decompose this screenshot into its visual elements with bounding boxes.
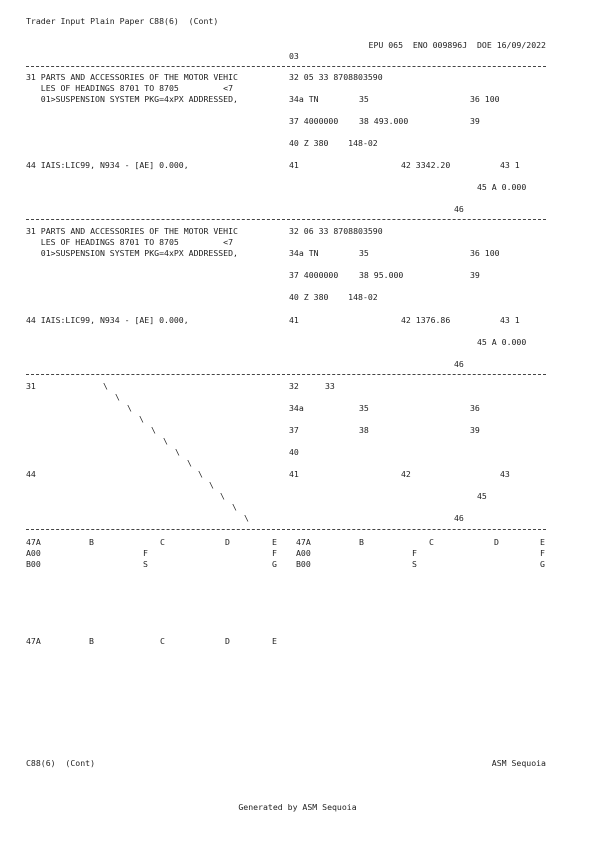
box-47-row-b00: B00 bbox=[26, 559, 41, 569]
box-34a: 34a bbox=[289, 403, 304, 413]
box-41: 41 bbox=[289, 469, 299, 479]
box-38: 38 493.000 bbox=[359, 116, 409, 126]
box-46: 46 bbox=[454, 359, 464, 369]
box-42: 42 bbox=[401, 469, 411, 479]
box-33: 33 bbox=[325, 381, 335, 391]
box-39: 39 bbox=[470, 425, 480, 435]
box-47g-label: G bbox=[540, 559, 545, 569]
box-47-row-b00: B00 bbox=[296, 559, 311, 569]
box-36: 36 100 bbox=[470, 94, 500, 104]
box-47b-label: B bbox=[89, 537, 94, 547]
box-39: 39 bbox=[470, 116, 480, 126]
box-32-33: 32 05 33 8708803590 bbox=[289, 72, 383, 82]
box-43: 43 1 bbox=[500, 160, 520, 170]
box-45: 45 A 0.000 bbox=[477, 337, 527, 347]
box-47a-label: 47A bbox=[26, 537, 41, 547]
box-35: 35 bbox=[359, 248, 369, 258]
box-39: 39 bbox=[470, 270, 480, 280]
cross-out-mark: \ bbox=[175, 447, 180, 457]
box-38: 38 95.000 bbox=[359, 270, 404, 280]
box-47f-label: F bbox=[540, 548, 545, 558]
box-36: 36 bbox=[470, 403, 480, 413]
cross-out-mark: \ bbox=[220, 491, 225, 501]
box-38: 38 bbox=[359, 425, 369, 435]
box-44: 44 IAIS:LIC99, N934 - [AE] 0.000, bbox=[26, 160, 189, 170]
box-47f-label: F bbox=[412, 548, 417, 558]
cross-out-mark: \ bbox=[244, 513, 249, 523]
box-37: 37 4000000 bbox=[289, 270, 339, 280]
box-45: 45 bbox=[477, 491, 487, 501]
box-47d-label: D bbox=[225, 537, 230, 547]
box-37: 37 bbox=[289, 425, 299, 435]
box-40: 40 Z 380 148-02 bbox=[289, 138, 378, 148]
section-divider bbox=[26, 374, 546, 375]
document-title: Trader Input Plain Paper C88(6) (Cont) bbox=[26, 16, 219, 26]
section-divider bbox=[26, 219, 546, 220]
cross-out-mark: \ bbox=[232, 502, 237, 512]
cross-out-mark: \ bbox=[163, 436, 168, 446]
box-44: 44 bbox=[26, 469, 36, 479]
box-47b-label: B bbox=[89, 636, 94, 646]
box-47g-label: G bbox=[272, 559, 277, 569]
box-40: 40 Z 380 148-02 bbox=[289, 292, 378, 302]
cross-out-mark: \ bbox=[187, 458, 192, 468]
box-35: 35 bbox=[359, 403, 369, 413]
generated-by-note: Generated by ASM Sequoia bbox=[238, 802, 357, 812]
section-divider bbox=[26, 66, 546, 67]
box-37: 37 4000000 bbox=[289, 116, 339, 126]
box-47d-label: D bbox=[494, 537, 499, 547]
box-47f-label: F bbox=[272, 548, 277, 558]
cross-out-mark: \ bbox=[103, 381, 108, 391]
item-description-line: LES OF HEADINGS 8701 TO 8705 <7 bbox=[26, 237, 234, 247]
box-47c-label: C bbox=[429, 537, 434, 547]
box-36: 36 100 bbox=[470, 248, 500, 258]
cross-out-mark: \ bbox=[139, 414, 144, 424]
cross-out-mark: \ bbox=[151, 425, 156, 435]
cross-out-mark: \ bbox=[127, 403, 132, 413]
box-40: 40 bbox=[289, 447, 299, 457]
box-47e-label: E bbox=[272, 636, 277, 646]
box-43: 43 1 bbox=[500, 315, 520, 325]
box-47e-label: E bbox=[540, 537, 545, 547]
box-47s-label: S bbox=[143, 559, 148, 569]
box-3-value: 03 bbox=[289, 51, 299, 61]
box-46: 46 bbox=[454, 513, 464, 523]
box-32: 32 bbox=[289, 381, 299, 391]
box-44: 44 IAIS:LIC99, N934 - [AE] 0.000, bbox=[26, 315, 189, 325]
box-47c-label: C bbox=[160, 537, 165, 547]
section-divider bbox=[26, 529, 546, 530]
box-35: 35 bbox=[359, 94, 369, 104]
box-47e-label: E bbox=[272, 537, 277, 547]
box-47a-label: 47A bbox=[26, 636, 41, 646]
box-34a: 34a TN bbox=[289, 248, 319, 258]
item-description-line: 01>SUSPENSION SYSTEM PKG=4xPX ADDRESSED, bbox=[26, 248, 238, 258]
box-47b-label: B bbox=[359, 537, 364, 547]
item-description-line: 31 PARTS AND ACCESSORIES OF THE MOTOR VEHIC bbox=[26, 72, 238, 82]
cross-out-mark: \ bbox=[198, 469, 203, 479]
box-42: 42 3342.20 bbox=[401, 160, 451, 170]
box-34a: 34a TN bbox=[289, 94, 319, 104]
box-47s-label: S bbox=[412, 559, 417, 569]
box-47-row-a00: A00 bbox=[296, 548, 311, 558]
box-47a-label: 47A bbox=[296, 537, 311, 547]
item-description-line: 31 PARTS AND ACCESSORIES OF THE MOTOR VEHIC bbox=[26, 226, 238, 236]
item-description-line: 01>SUSPENSION SYSTEM PKG=4xPX ADDRESSED, bbox=[26, 94, 238, 104]
box-32-33: 32 06 33 8708803590 bbox=[289, 226, 383, 236]
box-46: 46 bbox=[454, 204, 464, 214]
cross-out-mark: \ bbox=[209, 480, 214, 490]
box-47c-label: C bbox=[160, 636, 165, 646]
box-47d-label: D bbox=[225, 636, 230, 646]
cross-out-mark: \ bbox=[115, 392, 120, 402]
reference-line: EPU 065 ENO 009896J DOE 16/09/2022 bbox=[368, 40, 546, 50]
box-41: 41 bbox=[289, 160, 299, 170]
footer-vendor: ASM Sequoia bbox=[491, 758, 546, 768]
footer-form-code: C88(6) (Cont) bbox=[26, 758, 96, 768]
box-41: 41 bbox=[289, 315, 299, 325]
item-description-line: LES OF HEADINGS 8701 TO 8705 <7 bbox=[26, 83, 234, 93]
box-43: 43 bbox=[500, 469, 510, 479]
box-47-row-a00: A00 bbox=[26, 548, 41, 558]
box-31: 31 bbox=[26, 381, 36, 391]
box-45: 45 A 0.000 bbox=[477, 182, 527, 192]
box-42: 42 1376.86 bbox=[401, 315, 451, 325]
box-47f-label: F bbox=[143, 548, 148, 558]
